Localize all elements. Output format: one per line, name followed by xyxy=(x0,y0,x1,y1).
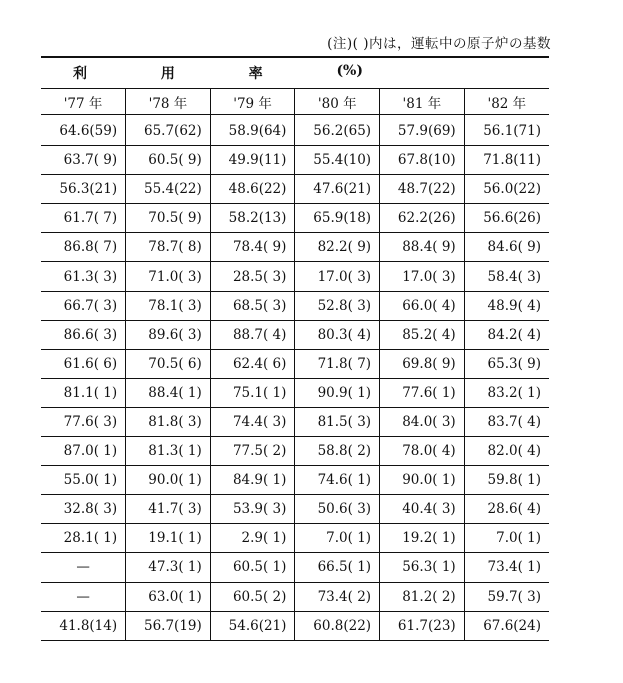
rate-cell: 83.7( 4) xyxy=(464,407,549,436)
rate-cell: — xyxy=(41,582,126,611)
rate-cell: 71.0( 3) xyxy=(126,262,211,291)
rate-cell: 78.7( 8) xyxy=(126,233,211,262)
rate-cell: 49.9(11) xyxy=(210,146,295,175)
rate-cell: 40.4( 3) xyxy=(380,495,465,524)
rate-cell: 67.8(10) xyxy=(380,146,465,175)
rate-cell: 88.4( 1) xyxy=(126,378,211,407)
rate-cell: 61.7(23) xyxy=(380,611,465,640)
table-row xyxy=(41,582,549,611)
rate-cell: 61.3( 3) xyxy=(41,262,126,291)
rate-cell: 84.0( 3) xyxy=(380,407,465,436)
rate-cell: 17.0( 3) xyxy=(380,262,465,291)
rate-cell: 56.3(21) xyxy=(41,175,126,204)
rate-cell: 77.5( 2) xyxy=(210,437,295,466)
rate-cell: 88.4( 9) xyxy=(380,233,465,262)
rate-cell: 60.5( 1) xyxy=(210,553,295,582)
table-row xyxy=(41,611,549,640)
rate-cell: 82.2( 9) xyxy=(295,233,380,262)
rate-cell: 77.6( 3) xyxy=(41,407,126,436)
rate-cell: 61.6( 6) xyxy=(41,349,126,378)
table-row xyxy=(41,175,549,204)
table-note: (注)( )内は，運転中の原子炉の基数 xyxy=(327,36,551,52)
rate-cell: 19.1( 1) xyxy=(126,524,211,553)
year-header: '79 年 xyxy=(210,89,295,115)
rate-cell: 41.8(14) xyxy=(41,611,126,640)
rate-cell: 69.8( 9) xyxy=(380,349,465,378)
rate-cell: 59.7( 3) xyxy=(464,582,549,611)
title-char: 率 xyxy=(248,66,263,82)
rate-cell: 32.8( 3) xyxy=(41,495,126,524)
rate-cell: 66.5( 1) xyxy=(295,553,380,582)
year-header: '82 年 xyxy=(464,89,549,115)
rate-cell: 56.1(71) xyxy=(464,115,549,146)
rate-cell: 60.5( 2) xyxy=(210,582,295,611)
rate-cell: 77.6( 1) xyxy=(380,378,465,407)
rate-cell: 84.2( 4) xyxy=(464,320,549,349)
rate-cell: 54.6(21) xyxy=(210,611,295,640)
rate-cell: 65.7(62) xyxy=(126,115,211,146)
rate-cell: 78.1( 3) xyxy=(126,291,211,320)
rate-cell: 88.7( 4) xyxy=(210,320,295,349)
title-unit: (%) xyxy=(336,63,363,79)
rate-cell: 48.9( 4) xyxy=(464,291,549,320)
rate-cell: 63.7( 9) xyxy=(41,146,126,175)
year-header: '81 年 xyxy=(380,89,465,115)
rate-cell: 71.8(11) xyxy=(464,146,549,175)
rate-cell: 86.6( 3) xyxy=(41,320,126,349)
rate-cell: 70.5( 6) xyxy=(126,349,211,378)
rate-cell: 82.0( 4) xyxy=(464,437,549,466)
rate-cell: 41.7( 3) xyxy=(126,495,211,524)
table-row xyxy=(41,233,549,262)
table-row xyxy=(41,407,549,436)
rate-cell: 61.7( 7) xyxy=(41,204,126,233)
rate-cell: 7.0( 1) xyxy=(295,524,380,553)
rate-cell: 62.2(26) xyxy=(380,204,465,233)
rate-cell: 66.0( 4) xyxy=(380,291,465,320)
rate-cell: 60.5( 9) xyxy=(126,146,211,175)
rate-cell: 59.8( 1) xyxy=(464,466,549,495)
rate-cell: 90.0( 1) xyxy=(380,466,465,495)
rate-cell: 58.8( 2) xyxy=(295,437,380,466)
year-header: '80 年 xyxy=(295,89,380,115)
rate-cell: 64.6(59) xyxy=(41,115,126,146)
table-title xyxy=(41,57,549,89)
rate-cell: 71.8( 7) xyxy=(295,349,380,378)
rate-cell: 78.4( 9) xyxy=(210,233,295,262)
table-row xyxy=(41,115,549,146)
rate-cell: 55.0( 1) xyxy=(41,466,126,495)
rate-cell: 65.3( 9) xyxy=(464,349,549,378)
rate-cell: 81.5( 3) xyxy=(295,407,380,436)
rate-cell: 90.0( 1) xyxy=(126,466,211,495)
rate-cell: 60.8(22) xyxy=(295,611,380,640)
table-row xyxy=(41,291,549,320)
rate-cell: 87.0( 1) xyxy=(41,437,126,466)
rate-cell: 47.6(21) xyxy=(295,175,380,204)
rate-cell: 85.2( 4) xyxy=(380,320,465,349)
utilization-rate-table xyxy=(41,56,549,641)
rate-cell: 52.8( 3) xyxy=(295,291,380,320)
rate-cell: 73.4( 1) xyxy=(464,553,549,582)
rate-cell: 28.5( 3) xyxy=(210,262,295,291)
rate-cell: 56.6(26) xyxy=(464,204,549,233)
rate-cell: 89.6( 3) xyxy=(126,320,211,349)
rate-cell: — xyxy=(41,553,126,582)
rate-cell: 55.4(10) xyxy=(295,146,380,175)
rate-cell: 56.7(19) xyxy=(126,611,211,640)
rate-cell: 28.6( 4) xyxy=(464,495,549,524)
rate-cell: 81.1( 1) xyxy=(41,378,126,407)
rate-cell: 81.2( 2) xyxy=(380,582,465,611)
table-title-row xyxy=(41,57,549,89)
rate-cell: 48.6(22) xyxy=(210,175,295,204)
rate-cell: 75.1( 1) xyxy=(210,378,295,407)
rate-cell: 78.0( 4) xyxy=(380,437,465,466)
table-body xyxy=(41,115,549,641)
rate-cell: 19.2( 1) xyxy=(380,524,465,553)
rate-cell: 53.9( 3) xyxy=(210,495,295,524)
year-header-row xyxy=(41,89,549,115)
rate-cell: 80.3( 4) xyxy=(295,320,380,349)
table-row xyxy=(41,349,549,378)
rate-cell: 28.1( 1) xyxy=(41,524,126,553)
rate-cell: 7.0( 1) xyxy=(464,524,549,553)
table-row xyxy=(41,204,549,233)
title-char: 利 xyxy=(73,66,87,82)
rate-cell: 84.9( 1) xyxy=(210,466,295,495)
table-row xyxy=(41,524,549,553)
rate-cell: 62.4( 6) xyxy=(210,349,295,378)
rate-cell: 2.9( 1) xyxy=(210,524,295,553)
rate-cell: 67.6(24) xyxy=(464,611,549,640)
rate-cell: 65.9(18) xyxy=(295,204,380,233)
rate-cell: 83.2( 1) xyxy=(464,378,549,407)
rate-cell: 58.9(64) xyxy=(210,115,295,146)
rate-cell: 56.2(65) xyxy=(295,115,380,146)
rate-cell: 84.6( 9) xyxy=(464,233,549,262)
rate-cell: 58.2(13) xyxy=(210,204,295,233)
table-row xyxy=(41,146,549,175)
rate-cell: 55.4(22) xyxy=(126,175,211,204)
rate-cell: 74.6( 1) xyxy=(295,466,380,495)
rate-cell: 63.0( 1) xyxy=(126,582,211,611)
rate-cell: 48.7(22) xyxy=(380,175,465,204)
rate-cell: 57.9(69) xyxy=(380,115,465,146)
table-row xyxy=(41,378,549,407)
rate-cell: 56.3( 1) xyxy=(380,553,465,582)
year-header: '77 年 xyxy=(41,89,126,115)
rate-cell: 56.0(22) xyxy=(464,175,549,204)
rate-cell: 58.4( 3) xyxy=(464,262,549,291)
rate-cell: 50.6( 3) xyxy=(295,495,380,524)
rate-cell: 70.5( 9) xyxy=(126,204,211,233)
rate-cell: 74.4( 3) xyxy=(210,407,295,436)
rate-cell: 81.3( 1) xyxy=(126,437,211,466)
rate-cell: 68.5( 3) xyxy=(210,291,295,320)
rate-cell: 47.3( 1) xyxy=(126,553,211,582)
rate-cell: 66.7( 3) xyxy=(41,291,126,320)
table-row xyxy=(41,553,549,582)
year-header: '78 年 xyxy=(126,89,211,115)
rate-cell: 86.8( 7) xyxy=(41,233,126,262)
table-row xyxy=(41,262,549,291)
table-row xyxy=(41,320,549,349)
table-row xyxy=(41,437,549,466)
table-row xyxy=(41,466,549,495)
title-char: 用 xyxy=(160,66,175,82)
table-row xyxy=(41,495,549,524)
rate-cell: 81.8( 3) xyxy=(126,407,211,436)
rate-cell: 90.9( 1) xyxy=(295,378,380,407)
rate-cell: 73.4( 2) xyxy=(295,582,380,611)
rate-cell: 17.0( 3) xyxy=(295,262,380,291)
